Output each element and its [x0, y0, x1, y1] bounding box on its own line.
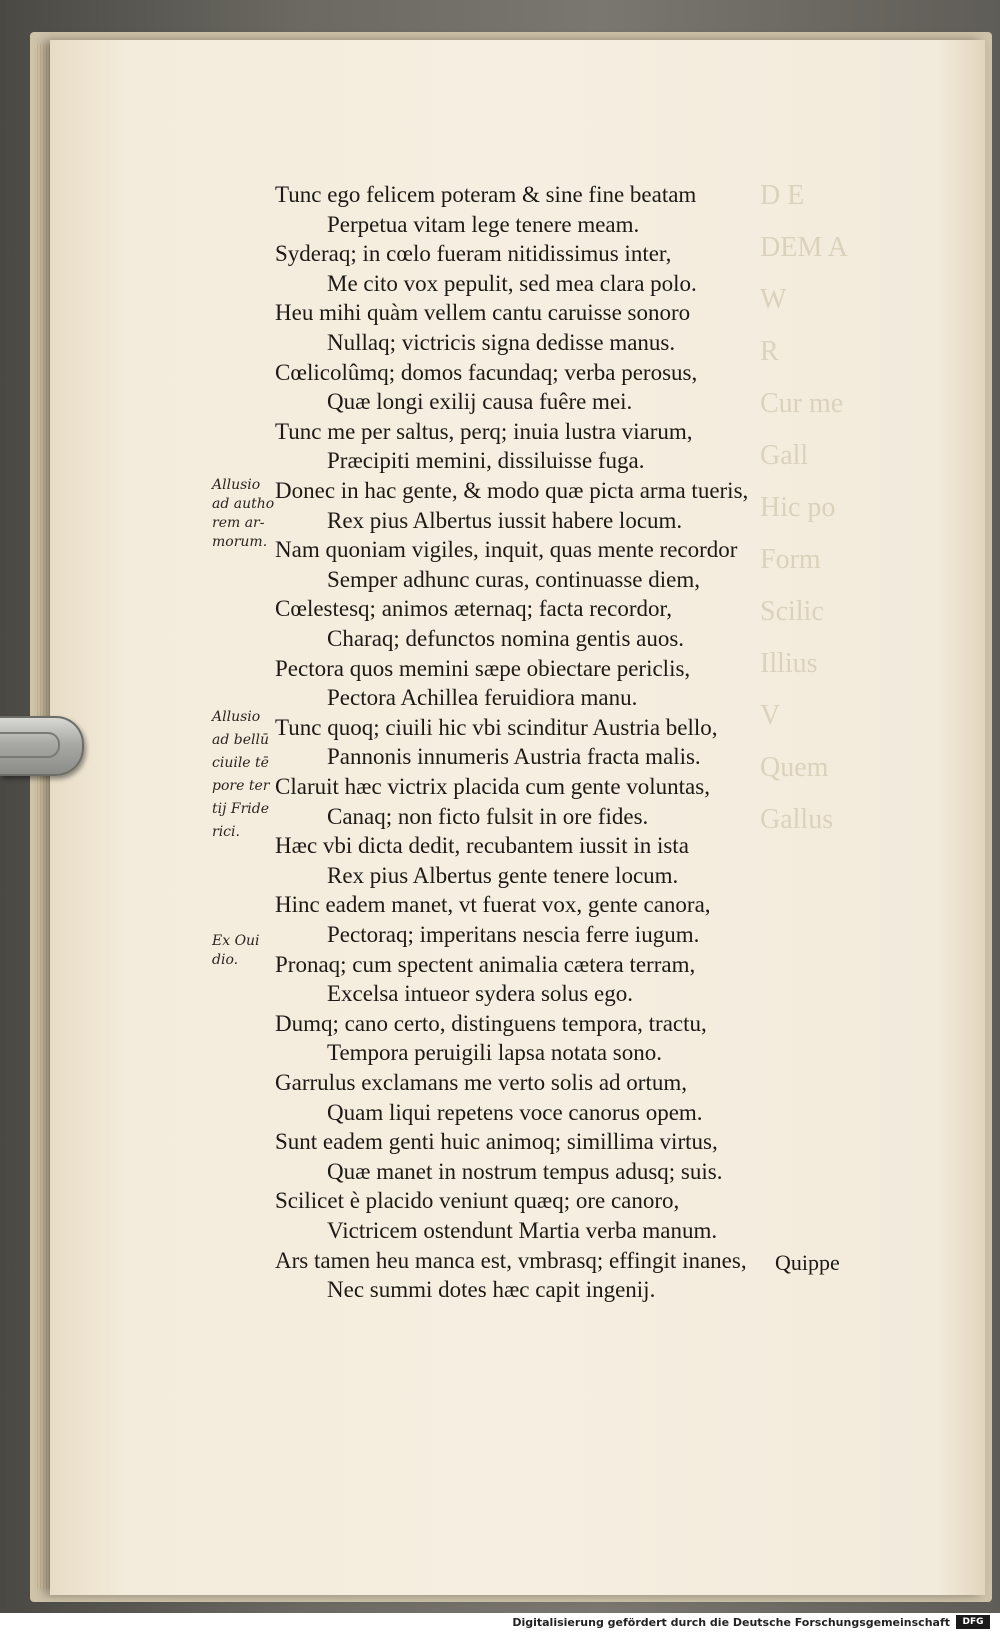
verse-line: Pectoraq; imperitans nescia ferre iugum.: [327, 922, 700, 947]
margin-note: [212, 476, 274, 552]
verse-line: Dumq; cano certo, distinguens tempora, tractu,: [275, 1010, 707, 1036]
margin-note-line: tij Fride: [212, 801, 270, 817]
verse-line: Cœlestesq; animos æternaq; facta recordor,: [275, 596, 672, 622]
verse-line: Tunc me per saltus, perq; inuia lustra viarum,: [275, 418, 693, 444]
verse-line: Scilicet è placido veniunt quæq; ore canoro,: [275, 1188, 680, 1214]
verse-line: Tunc quoq; ciuili hic vbi scinditur Austria bello,: [275, 714, 718, 740]
paper-clip: [0, 716, 84, 776]
verse-line: Rex pius Albertus iussit habere locum.: [327, 507, 683, 533]
verse-line: Sunt eadem genti huic animoq; simillima virtus,: [275, 1129, 718, 1155]
verse-line: Victricem ostendunt Martia verba manum.: [327, 1218, 718, 1243]
margin-note-line: ad autho: [212, 496, 275, 512]
margin-note-line: ciuile tē: [212, 755, 269, 771]
margin-note: [212, 932, 260, 970]
margin-note-line: dio.: [212, 952, 239, 968]
margin-note-line: Allusio: [212, 709, 261, 725]
verse-line: Donec in hac gente, & modo quæ picta arma tueris,: [275, 478, 749, 503]
show-through-text: D E DEM A W R Cur me Gall Hic po Form Scilic Illius V Quem Gallus: [760, 180, 848, 835]
verse-line: Nam quoniam vigiles, inquit, quas mente recordor: [275, 537, 738, 563]
verse-line: Garrulus exclamans me verto solis ad ortum,: [275, 1070, 687, 1095]
verse-line: Pectora Achillea feruidiora manu.: [327, 685, 638, 711]
verse-line: Cœlicolûmq; domos facundaq; verba perosus,: [275, 359, 698, 385]
verse-line: Pannonis innumeris Austria fracta malis.: [327, 744, 701, 770]
verse-line: Quæ manet in nostrum tempus adusq; suis.: [327, 1158, 723, 1184]
verse-line: Quam liqui repetens voce canorus opem.: [327, 1099, 703, 1125]
verse-line: Tempora peruigili lapsa notata sono.: [327, 1040, 662, 1066]
verse-line: Præcipiti memini, dissiluisse fuga.: [327, 448, 645, 474]
catchword: Quippe: [775, 1250, 840, 1275]
verse-line: Hinc eadem manet, vt fuerat vox, gente canora,: [275, 892, 711, 918]
verse-line: Excelsa intueor sydera solus ego.: [327, 981, 633, 1007]
margin-note-line: rem ar-: [212, 515, 265, 531]
verse-line: Quæ longi exilij causa fuêre mei.: [327, 389, 633, 415]
verse-line: Rex pius Albertus gente tenere locum.: [327, 862, 679, 888]
margin-note-line: ad bellū: [212, 732, 269, 748]
margin-note-line: Ex Oui: [212, 933, 260, 949]
verse-line: Tunc ego felicem poteram & sine fine beatam: [275, 182, 697, 207]
verse-line: Pectora quos memini sæpe obiectare periclis,: [275, 655, 691, 681]
verse-line: Hæc vbi dicta dedit, recubantem iussit in ista: [275, 833, 689, 859]
margin-note-line: Allusio: [212, 477, 261, 493]
verse-line: Syderaq; in cœlo fueram nitidissimus inter,: [275, 241, 672, 267]
verse-line: Ars tamen heu manca est, vmbrasq; effingit inanes,: [275, 1247, 747, 1273]
verse-line: Semper adhunc curas, continuasse diem,: [327, 566, 700, 592]
dfg-logo: DFG: [956, 1615, 990, 1629]
margin-note: [212, 706, 269, 844]
verse-line: Nullaq; victricis signa dedisse manus.: [327, 330, 676, 355]
verse-line: Nec summi dotes hæc capit ingenij.: [327, 1277, 656, 1303]
verse-line: Heu mihi quàm vellem cantu caruisse sonoro: [275, 300, 691, 326]
verse-line: Canaq; non ficto fulsit in ore fides.: [327, 803, 649, 829]
verse-line: Claruit hæc victrix placida cum gente voluntas,: [275, 774, 710, 799]
margin-note-line: morum.: [212, 534, 268, 550]
margin-note-line: rici.: [212, 824, 240, 840]
verse-line: Me cito vox pepulit, sed mea clara polo.: [327, 270, 697, 296]
footer-credit: Digitalisierung gefördert durch die Deutsche Forschungsgemeinschaft: [512, 1616, 950, 1629]
verse-line: Perpetua vitam lege tenere meam.: [327, 211, 640, 237]
verse-line: Pronaq; cum spectent animalia cætera terram,: [275, 951, 696, 977]
verse-line: Charaq; defunctos nomina gentis auos.: [327, 626, 685, 651]
margin-note-line: pore ter: [212, 778, 270, 794]
